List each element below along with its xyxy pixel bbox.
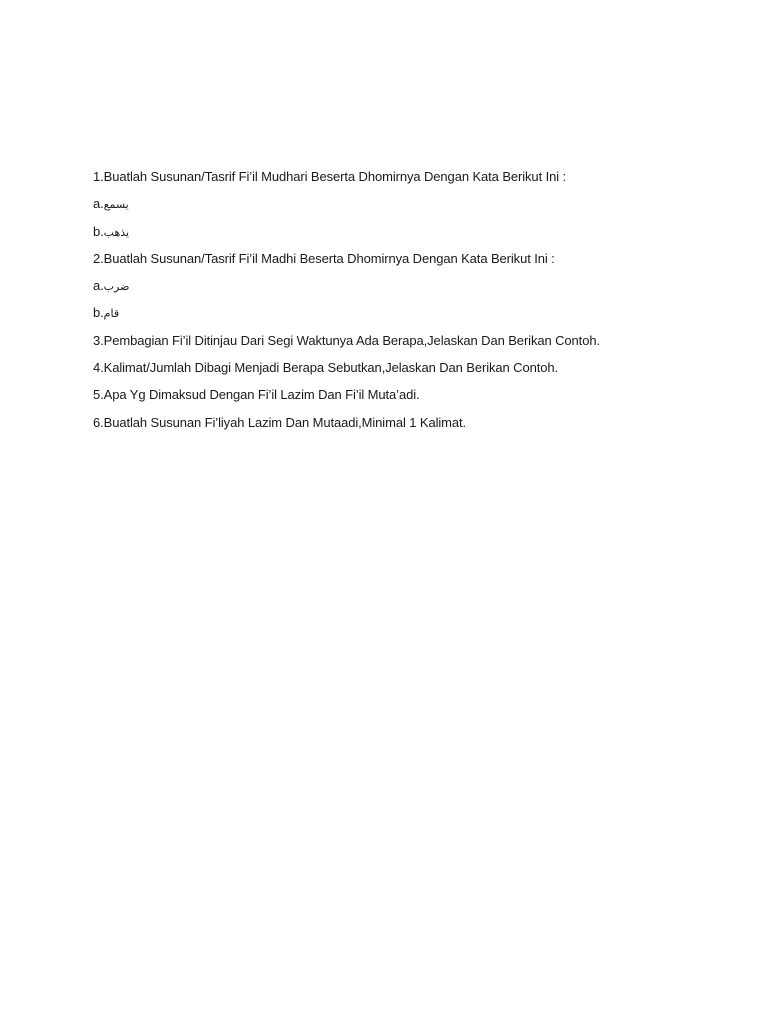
arabic-word: ضرب xyxy=(103,280,130,294)
arabic-word: قام xyxy=(103,307,120,321)
question-1 xyxy=(93,168,733,186)
question-3-text: 3.Pembagian Fi’il Ditinjau Dari Segi Waktunya Ada Berapa,Jelaskan Dan Berikan Contoh. xyxy=(93,332,600,348)
question-2 xyxy=(93,250,733,268)
question-list xyxy=(93,168,733,441)
item-label: a. xyxy=(93,196,104,212)
question-2-item-b xyxy=(93,304,733,322)
question-4 xyxy=(93,359,733,377)
question-2-item-a xyxy=(93,277,733,295)
item-label: b. xyxy=(93,223,104,239)
arabic-word: يسمع xyxy=(103,198,129,212)
question-4-text: 4.Kalimat/Jumlah Dibagi Menjadi Berapa Sebutkan,Jelaskan Dan Berikan Contoh. xyxy=(93,360,559,376)
question-5-text: 5.Apa Yg Dimaksud Dengan Fi’il Lazim Dan Fi’il Muta’adi. xyxy=(93,387,420,403)
arabic-word: يذهب xyxy=(103,225,130,239)
question-1-text: 1.Buatlah Susunan/Tasrif Fi’il Mudhari Beserta Dhomirnya Dengan Kata Berikut Ini : xyxy=(93,169,567,184)
question-1-item-a xyxy=(93,195,733,213)
item-label: b. xyxy=(93,305,104,321)
question-5 xyxy=(93,386,733,404)
question-3 xyxy=(93,332,733,350)
question-2-text: 2.Buatlah Susunan/Tasrif Fi’il Madhi Beserta Dhomirnya Dengan Kata Berikut Ini : xyxy=(93,250,555,266)
question-6-text: 6.Buatlah Susunan Fi’liyah Lazim Dan Mutaadi,Minimal 1 Kalimat. xyxy=(93,414,467,430)
question-1-item-b xyxy=(93,223,733,241)
item-label: a. xyxy=(93,278,104,294)
question-6 xyxy=(93,414,733,432)
